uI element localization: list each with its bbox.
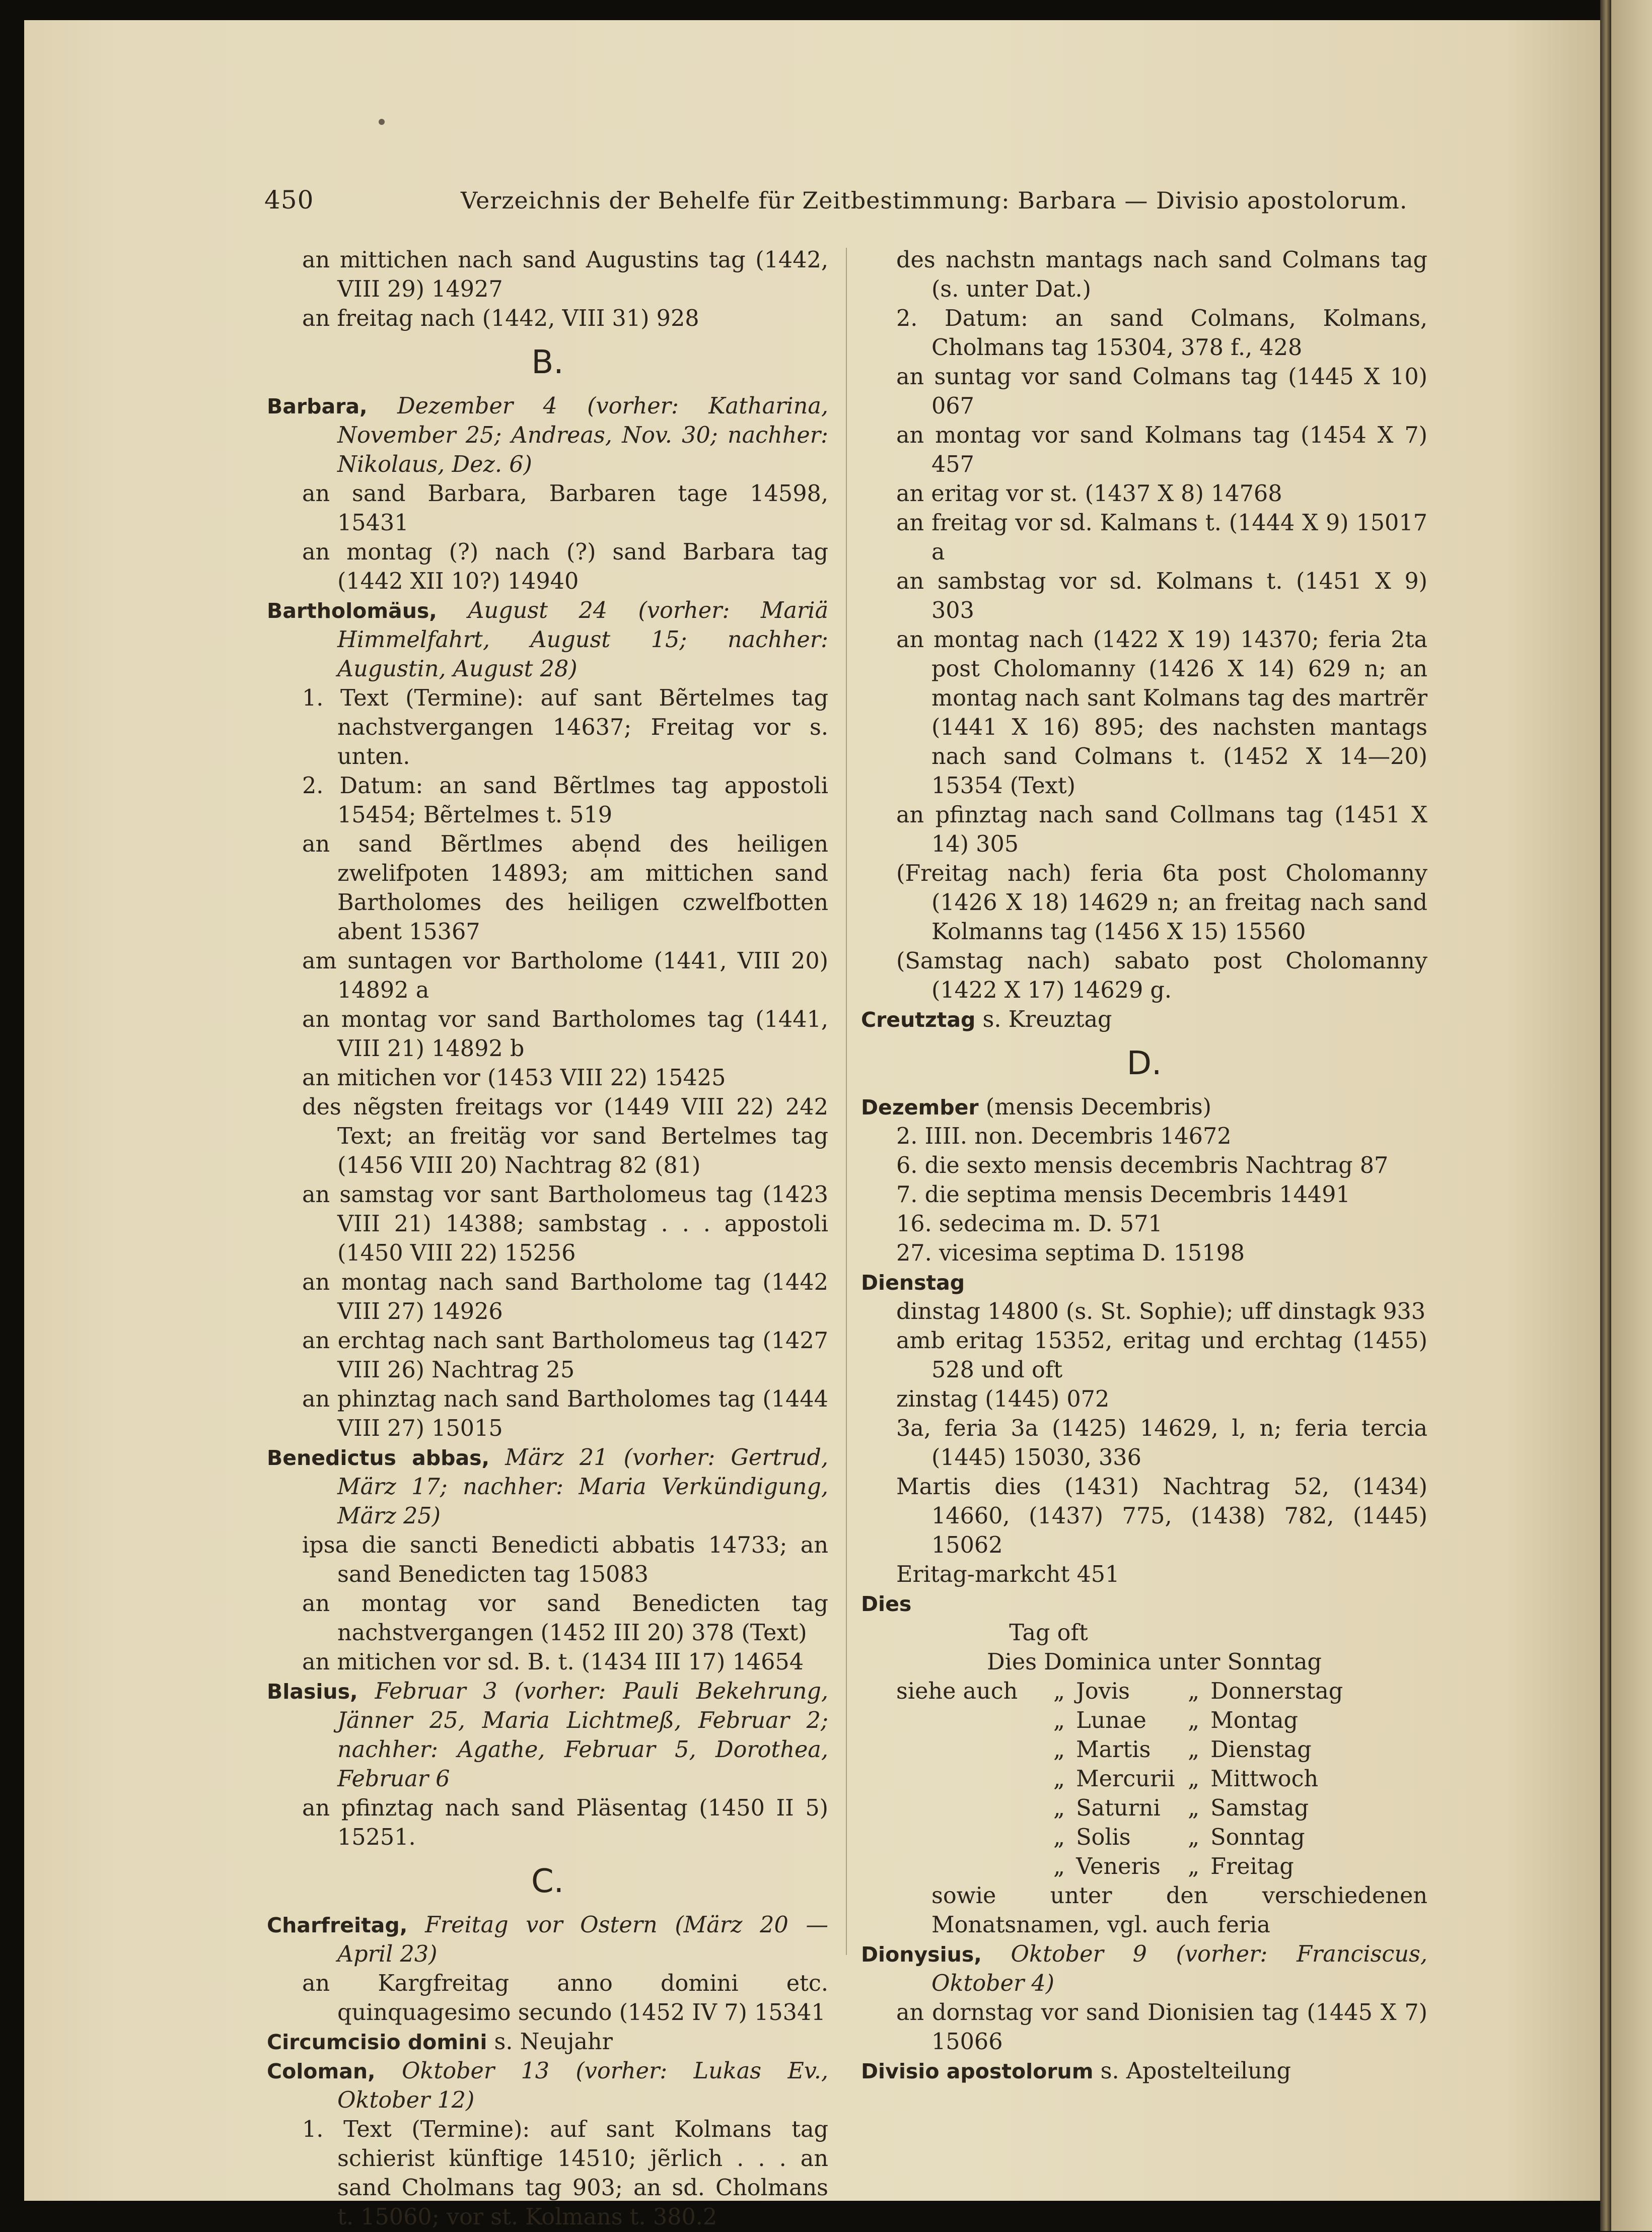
entry-line: dinstag 14800 (s. St. Sophie); uff dinstagk 933 [896,1299,1426,1324]
entry-line: an Kargfreitag anno domini etc. quinquagesimo secundo (1452 IV 7) 15341 [302,1971,828,2026]
section-letter-c: C. [531,1863,564,1900]
table-row [861,1706,1354,1735]
book-spine [1600,0,1611,2231]
entry-head: Coloman, [267,2059,376,2083]
quote-mark: „ [1188,1737,1200,1763]
quote-mark: „ [1188,1795,1200,1821]
latin-name: Saturni [1076,1795,1161,1821]
latin-name: Martis [1076,1737,1151,1763]
entry-charfreitag [267,1911,828,1969]
quote-mark: „ [1053,1795,1065,1821]
entry-line: 16. sedecima m. D. 571 [896,1211,1163,1237]
entry-line: ipsa die sancti Benedicti abbatis 14733; an sand Benedicten tag 15083 [302,1532,828,1587]
entry-bartholomaeus [267,596,828,684]
quote-mark: „ [1188,1679,1200,1704]
entry-benedictus [267,1443,828,1531]
entry-line: 2. IIII. non. Decembris 14672 [896,1124,1232,1149]
entry-head: Barbara, [267,394,368,419]
entry-line: 1. Text (Termine): auf sant Bẽrtelmes tag nachstvergangen 14637; Freitag vor s. unten. [302,685,828,770]
german-name: Montag [1210,1708,1299,1733]
quote-mark: „ [1053,1766,1065,1792]
entry-text: März 21 (vorher: Gertrud, März 17; nachher: Maria Verkündigung, März 25) [337,1445,828,1529]
table-row [861,1765,1354,1794]
entry-barbara [267,392,828,479]
entry-line: an sand Bẽrtlmes abe̩nd des heiligen zwelifpoten 14893; am mittichen sand Bartholomes des heiligen czwelfbotten abent 15367 [302,831,828,945]
entry-head: Divisio apostolorum [861,2059,1094,2083]
entry-head: Bartholomäus, [267,599,437,623]
table-row [861,1677,1354,1706]
table-row [861,1823,1354,1852]
quote-mark: „ [1188,1854,1200,1879]
entry-line: an erchtag nach sant Bartholomeus tag (1427 VIII 26) Nachtrag 25 [302,1328,828,1383]
entry-dezember [861,1093,1427,1122]
entry-line: des nẽgsten freitags vor (1449 VIII 22) 242 Text; an freitäg vor sand Bertelmes tag (1456 VIII 20) Nachtrag 82 (81) [302,1094,828,1178]
latin-name: Solis [1076,1825,1131,1850]
entry-line: 2. Datum: an sand Bẽrtlmes tag appostoli 15454; Bẽrtelmes t. 519 [302,773,828,828]
entry-dienstag [861,1268,1427,1297]
entry-creutztag [861,1005,1427,1034]
entry-text: August 24 (vorher: Mariä Himmelfahrt, August 15; nachher: Augustin, August 28) [337,598,828,682]
quote-mark: „ [1053,1708,1065,1733]
entry-line: 7. die septima mensis Decembris 14491 [896,1182,1350,1208]
entry-line: an montag nach sand Bartholome tag (1442 VIII 27) 14926 [302,1270,828,1324]
quote-mark: „ [1053,1737,1065,1763]
entry-line: an montag vor sand Bartholomes tag (1441, VIII 21) 14892 b [302,1007,828,1062]
entry-head: Dienstag [861,1271,965,1295]
entry-text: Freitag vor Ostern (März 20 — April 23) [337,1912,828,1967]
entry-head: Benedictus abbas, [267,1446,490,1470]
entry-line: an sambstag vor sd. Kolmans t. (1451 X 9) 303 [896,569,1427,623]
entry-line: an suntag vor sand Colmans tag (1445 X 10) 067 [896,364,1427,419]
entry-line: 2. Datum: an sand Colmans, Kolmans, Cholmans tag 15304, 378 f., 428 [896,306,1427,361]
entry-line: 27. vicesima septima D. 15198 [896,1240,1245,1266]
entry-line: an sand Barbara, Barbaren tage 14598, 15431 [302,481,828,536]
entry-line: (Samstag nach) sabato post Cholomanny (1422 X 17) 14629 g. [896,948,1427,1003]
entry-line: des nachstn mantags nach sand Colmans tag (s. unter Dat.) [896,247,1427,302]
entry-head: Dionysius, [861,1942,982,1967]
entry-head: Charfreitag, [267,1913,408,1937]
german-name: Donnerstag [1210,1679,1343,1704]
quote-mark: „ [1188,1708,1200,1733]
entry-line: an mitichen vor sd. B. t. (1434 III 17) 14654 [302,1649,804,1675]
table-row [861,1735,1354,1765]
entry-line: an mittichen nach sand Augustins tag (1442, VIII 29) 14927 [302,247,828,302]
dies-row: Tag oft [1009,1620,1088,1646]
page-title: Verzeichnis der Behelfe für Zeitbestimmung: Barbara — Divisio apostolorum. [461,187,1408,214]
entry-line: 3a, feria 3a (1425) 14629, l, n; feria tercia (1445) 15030, 336 [896,1416,1427,1471]
entry-line: 6. die sexto mensis decembris Nachtrag 87 [896,1153,1389,1178]
entry-dionysius [861,1940,1427,1998]
section-letter-d: D. [1126,1045,1162,1082]
german-name: Freitag [1210,1854,1294,1879]
entry-text: s. Apostelteilung [1100,2058,1291,2084]
quote-mark: „ [1053,1679,1065,1704]
entry-text: Dezember 4 (vorher: Katharina, November 25; Andreas, Nov. 30; nachher: Nikolaus, Dez. 6) [337,393,828,477]
entry-line: an phinztag nach sand Bartholomes tag (1444 VIII 27) 15015 [302,1386,828,1441]
running-head [264,185,1408,215]
entry-text: Oktober 9 (vorher: Franciscus, Oktober 4) [931,1941,1427,1996]
entry-line: an dornstag vor sand Dionisien tag (1445 X 7) 15066 [896,2000,1427,2055]
quote-mark: „ [1053,1825,1065,1850]
section-letter-b: B. [531,344,564,381]
dies-weekday-table [861,1677,1354,1881]
entry-divisio [861,2057,1427,2086]
dies-row: Dies Dominica unter Sonntag [986,1649,1322,1675]
adjacent-page-edge [1611,0,1652,2231]
table-row [861,1852,1354,1881]
quote-mark: „ [1053,1854,1065,1879]
entry-line: am suntagen vor Bartholome (1441, VIII 20) 14892 a [302,948,828,1003]
page-number: 450 [264,185,314,215]
entry-line: an montag (?) nach (?) sand Barbara tag (1442 XII 10?) 14940 [302,539,828,594]
latin-name: Mercurii [1076,1766,1175,1792]
entry-coloman [267,2057,828,2115]
german-name: Mittwoch [1210,1766,1319,1792]
entry-circumcisio [267,2028,828,2057]
entry-line: an montag nach (1422 X 19) 14370; feria 2ta post Cholomanny (1426 X 14) 629 n; an montag nach sant Kolmans tag des martrẽr (1441 X 16) 895; des nachsten mantags nach sand Colmans t. (1452 X 14—20) 15354 (Text) [896,627,1427,799]
entry-line: an montag vor sand Kolmans tag (1454 X 7) 457 [896,423,1427,477]
entry-blasius [267,1677,828,1794]
entry-line: Eritag-markcht 451 [896,1562,1120,1587]
entry-line: an mitichen vor (1453 VIII 22) 15425 [302,1065,726,1091]
entry-line: zinstag (1445) 072 [896,1386,1110,1412]
entry-text: s. Neujahr [494,2029,613,2055]
german-name: Dienstag [1210,1737,1312,1763]
quote-mark: „ [1188,1766,1200,1792]
entry-text: s. Kreuztag [982,1007,1112,1032]
entry-head: Dezember [861,1095,979,1120]
entry-line: amb eritag 15352, eritag und erchtag (1455) 528 und oft [896,1328,1427,1383]
entry-line: an samstag vor sant Bartholomeus tag (1423 VIII 21) 14388; sambstag . . . appostoli (1450 VIII 22) 15256 [302,1182,828,1266]
entry-line: an montag vor sand Benedicten tag nachstvergangen (1452 III 20) 378 (Text) [302,1591,828,1646]
entry-head: Circumcisio domini [267,2030,487,2054]
entry-text: (mensis Decembris) [985,1094,1212,1120]
table-row [861,1794,1354,1823]
entry-line: an pfinztag nach sand Collmans tag (1451 X 14) 305 [896,802,1427,857]
paper-spot [379,119,385,125]
entry-line: (Freitag nach) feria 6ta post Cholomanny (1426 X 18) 14629 n; an freitag nach sand Kolmanns tag (1456 X 15) 15560 [896,861,1427,945]
latin-name: Veneris [1076,1854,1161,1879]
entry-head: Creutztag [861,1008,976,1032]
entry-line: an freitag vor sd. Kalmans t. (1444 X 9) 15017 a [896,510,1427,565]
entry-line: 1. Text (Termine): auf sant Kolmans tag schierist künftige 14510; jẽrlich . . . an sand Cholmans tag 903; an sd. Cholmans t. 15060; vor st. Kolmans t. 380.2 [302,2117,828,2230]
german-name: Samstag [1210,1795,1309,1821]
entry-line: an freitag nach (1442, VIII 31) 928 [302,306,699,331]
entry-line: an pfinztag nach sand Pläsentag (1450 II 5) 15251. [302,1795,828,1850]
entry-line: sowie unter den verschiedenen Monatsnamen, vgl. auch feria [931,1883,1427,1938]
latin-name: Lunae [1076,1708,1146,1733]
entry-text: Oktober 13 (vorher: Lukas Ev., Oktober 12) [337,2058,828,2113]
entry-head: Dies [861,1592,912,1616]
german-name: Sonntag [1210,1825,1305,1850]
entry-text: Februar 3 (vorher: Pauli Bekehrung, Jänner 25, Maria Lichtmeß, Februar 2; nachher: Agathe, Februar 5, Dorothea, Februar 6 [337,1679,828,1792]
entry-line: an eritag vor st. (1437 X 8) 14768 [896,481,1282,507]
siehe-label: siehe auch [896,1679,1018,1704]
latin-name: Jovis [1076,1679,1130,1704]
entry-line: Martis dies (1431) Nachtrag 52, (1434) 14660, (1437) 775, (1438) 782, (1445) 15062 [896,1474,1427,1558]
quote-mark: „ [1188,1825,1200,1850]
entry-dies [861,1589,1427,1619]
right-column [861,246,1427,2086]
column-divider [846,248,847,1955]
entry-head: Blasius, [267,1680,358,1704]
left-column [267,246,828,2232]
